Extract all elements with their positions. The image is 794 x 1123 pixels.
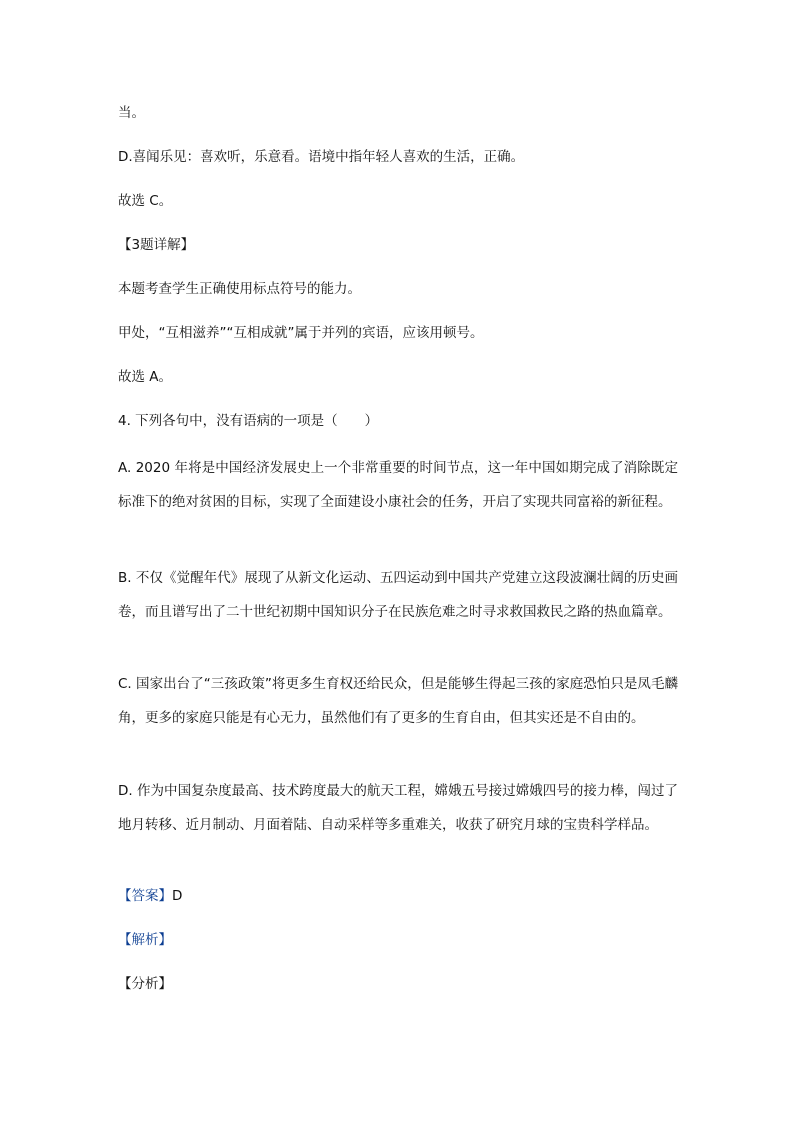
question-3-topic: 本题考查学生正确使用标点符号的能力。: [118, 281, 361, 297]
fenxi-heading: 【分析】: [118, 976, 172, 992]
question-4-option-b: B. 不仅《觉醒年代》展现了从新文化运动、五四运动到中国共产党建立这段波澜壮阔的历史画卷，而且谱写出了二十世纪初期中国知识分子在民族危难之时寻求救国救民之路的热血篇章。: [118, 570, 678, 620]
question-4-option-c: C. 国家出台了“三孩政策”将更多生育权还给民众，但是能够生得起三孩的家庭恐怕只是凤毛麟角，更多的家庭只能是有心无力，虽然他们有了更多的生育自由，但其实还是不自由的。: [118, 676, 678, 726]
question-3-explanation: 甲处，“互相滋养”“互相成就”属于并列的宾语，应该用顿号。: [118, 325, 484, 341]
choice-conclusion-a: 故选 A。: [118, 369, 173, 385]
text-line-continuation: 当。: [118, 105, 145, 121]
question-4-option-d: D. 作为中国复杂度最高、技术跨度最大的航天工程，嫦娥五号接过嫦娥四号的接力棒，闯过了地月转移、近月制动、月面着陆、自动采样等多重难关，收获了研究月球的宝贵科学样品。: [118, 783, 678, 833]
answer-label: 【答案】: [118, 888, 172, 904]
question-3-detail-heading: 【3题详解】: [118, 237, 195, 253]
choice-conclusion-c: 故选 C。: [118, 193, 173, 209]
question-4-option-a: A. 2020 年将是中国经济发展史上一个非常重要的时间节点，这一年中国如期完成了消除既定标准下的绝对贫困的目标，实现了全面建设小康社会的任务，开启了实现共同富裕的新征程。: [118, 460, 678, 510]
question-4-stem: 4. 下列各句中，没有语病的一项是（ ）: [118, 413, 379, 429]
answer-line: [118, 886, 678, 906]
answer-value: D: [172, 888, 183, 904]
option-d-explanation: D.喜闻乐见：喜欢听，乐意看。语境中指年轻人喜欢的生活，正确。: [118, 149, 525, 165]
analysis-heading: 【解析】: [118, 932, 172, 948]
